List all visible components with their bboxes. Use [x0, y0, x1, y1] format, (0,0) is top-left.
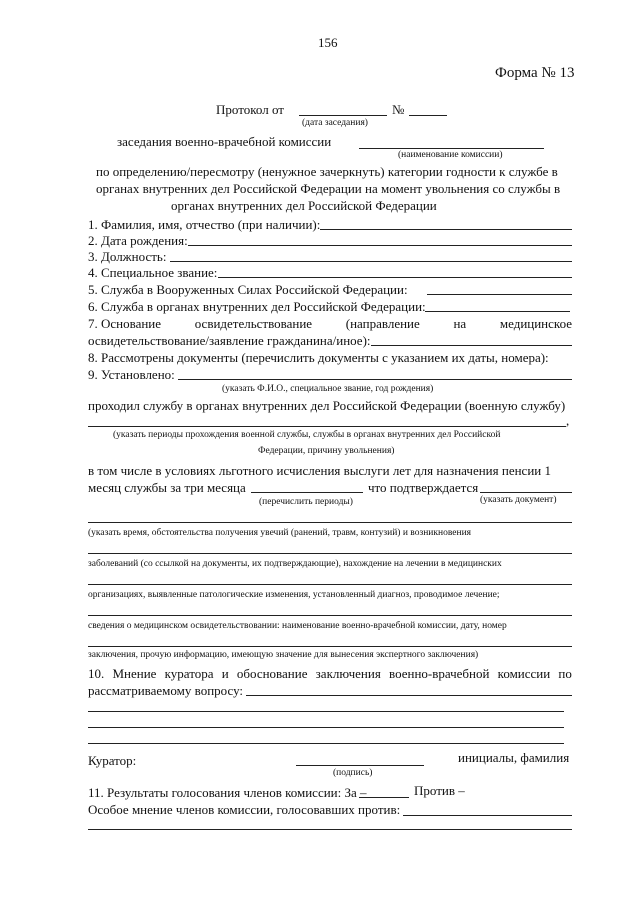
protocol-number-sign: № [392, 102, 405, 117]
item-10-line-b[interactable] [88, 711, 564, 712]
page-number: 156 [318, 35, 338, 50]
item-7-word: на [453, 316, 467, 331]
item-10-word: заключения [315, 666, 381, 681]
votes-against-label: Против – [414, 783, 465, 798]
item-6-label: 6. Служба в органах внутренних дел Российской Федерации: [88, 299, 426, 314]
item-4-line[interactable] [218, 277, 572, 278]
item-10-line-1 [88, 667, 572, 680]
item-7-word: 7. Основание [88, 316, 162, 331]
item-3-label: 3. Должность: [88, 249, 167, 264]
hint-periods: (перечислить периоды) [259, 497, 353, 507]
item-10-line-c[interactable] [88, 727, 564, 728]
preferential-periods-line[interactable] [251, 492, 363, 493]
medical-line-3[interactable] [88, 584, 572, 585]
purpose-line-1: по определению/пересмотру (ненужное зачеркнуть) категории годности к службе в [96, 164, 558, 179]
item-11-label: 11. Результаты голосования членов комиссии: За – [88, 785, 367, 800]
item-7-label-2: освидетельствование/заявление гражданина/иное): [88, 333, 371, 348]
item-10-word: куратора [164, 666, 214, 681]
item-7-line-1 [88, 317, 572, 330]
item-4-label: 4. Специальное звание: [88, 265, 218, 280]
item-10-word: комиссии [497, 666, 551, 681]
item-6-line[interactable] [425, 311, 570, 312]
item-5-line[interactable] [427, 294, 572, 295]
item-1-line[interactable] [320, 229, 572, 230]
purpose-line-3: органах внутренних дел Российской Федерации [171, 198, 437, 213]
medical-line-4[interactable] [88, 615, 572, 616]
item-9-hint: (указать Ф.И.О., специальное звание, год рождения) [222, 384, 434, 394]
medical-line-1[interactable] [88, 522, 572, 523]
item-8-label: 8. Рассмотрены документы (перечислить документы с указанием их даты, номера): [88, 350, 549, 365]
medical-line-5[interactable] [88, 646, 572, 647]
service-periods-line[interactable] [88, 426, 566, 427]
item-7-line[interactable] [371, 345, 572, 346]
protocol-date-hint: (дата заседания) [302, 118, 368, 128]
protocol-date-line[interactable] [299, 115, 387, 116]
item-2-line[interactable] [188, 245, 572, 246]
item-9-label: 9. Установлено: [88, 367, 175, 382]
item-10-label-2: рассматриваемому вопросу: [88, 683, 244, 698]
item-10-word: военно-врачебной [389, 666, 490, 681]
meeting-text: заседания военно-врачебной комиссии [117, 134, 332, 149]
preferential-line-2a: месяц службы за три месяца [88, 480, 246, 495]
hint-document: (указать документ) [480, 495, 557, 505]
commission-name-line[interactable] [359, 148, 544, 149]
commission-name-hint: (наименование комиссии) [398, 150, 503, 160]
item-10-word: и [221, 666, 229, 681]
item-9-service: проходил службу в органах внутренних дел Российской Федерации (военную службу) [88, 398, 566, 413]
item-9-line[interactable] [178, 379, 572, 380]
preferential-line-1: в том числе в условиях льготного исчисления выслуги лет для назначения пенсии 1 [88, 463, 551, 478]
item-10-word: обоснование [236, 666, 308, 681]
protocol-number-line[interactable] [409, 115, 447, 116]
dissent-label: Особое мнение членов комиссии, голосовавших против: [88, 802, 401, 817]
item-7-word: освидетельствование [194, 316, 313, 331]
medical-hint-1: (указать время, обстоятельства получения увечий (ранений, травм, контузий) и возникновения [88, 528, 472, 538]
item-5-label: 5. Служба в Вооруженных Силах Российской Федерации: [88, 282, 408, 297]
item-3-line[interactable] [170, 261, 572, 262]
curator-label: Куратор: [88, 753, 137, 768]
protocol-title: Протокол от [216, 102, 284, 117]
purpose-line-2: органах внутренних дел Российской Федерации на момент увольнения со службы в [96, 181, 561, 196]
curator-name-label: инициалы, фамилия [458, 750, 570, 765]
item-7-word: (направление [345, 316, 420, 331]
item-2-label: 2. Дата рождения: [88, 233, 188, 248]
form-label: Форма № 13 [495, 65, 575, 81]
item-10-line-a[interactable] [246, 695, 572, 696]
medical-hint-5: заключения, прочую информацию, имеющую значение для вынесения экспертного заключения) [88, 650, 479, 660]
medical-hint-3: организациях, выявленные патологические изменения, установленный диагноз, проводимое лечение; [88, 590, 500, 600]
service-hint-1: (указать периоды прохождения военной службы, службы в органах внутренних дел Российской [113, 430, 501, 440]
votes-for-line[interactable] [359, 797, 409, 798]
curator-signature-line[interactable] [296, 765, 424, 766]
preferential-document-line[interactable] [480, 492, 572, 493]
dissent-line-a[interactable] [403, 815, 572, 816]
item-10-word: 10. [88, 666, 105, 681]
medical-hint-2: заболеваний (со ссылкой на документы, их подтверждающие), нахождение на лечении в медицинских [88, 559, 502, 569]
medical-line-2[interactable] [88, 553, 572, 554]
medical-hint-4: сведения о медицинском освидетельствовании: наименование военно-врачебной комиссии, дату, номер [88, 621, 507, 631]
dissent-line-b[interactable] [88, 829, 572, 830]
preferential-line-2b: что подтверждается [368, 480, 479, 495]
signature-hint: (подпись) [333, 768, 373, 778]
service-comma: , [566, 413, 570, 428]
item-7-word: медицинское [499, 316, 572, 331]
item-10-line-d[interactable] [88, 743, 564, 744]
item-1-label: 1. Фамилия, имя, отчество (при наличии): [88, 217, 321, 232]
item-10-word: по [558, 666, 572, 681]
service-hint-2: Федерации, причину увольнения) [258, 446, 395, 456]
item-10-word: Мнение [112, 666, 157, 681]
